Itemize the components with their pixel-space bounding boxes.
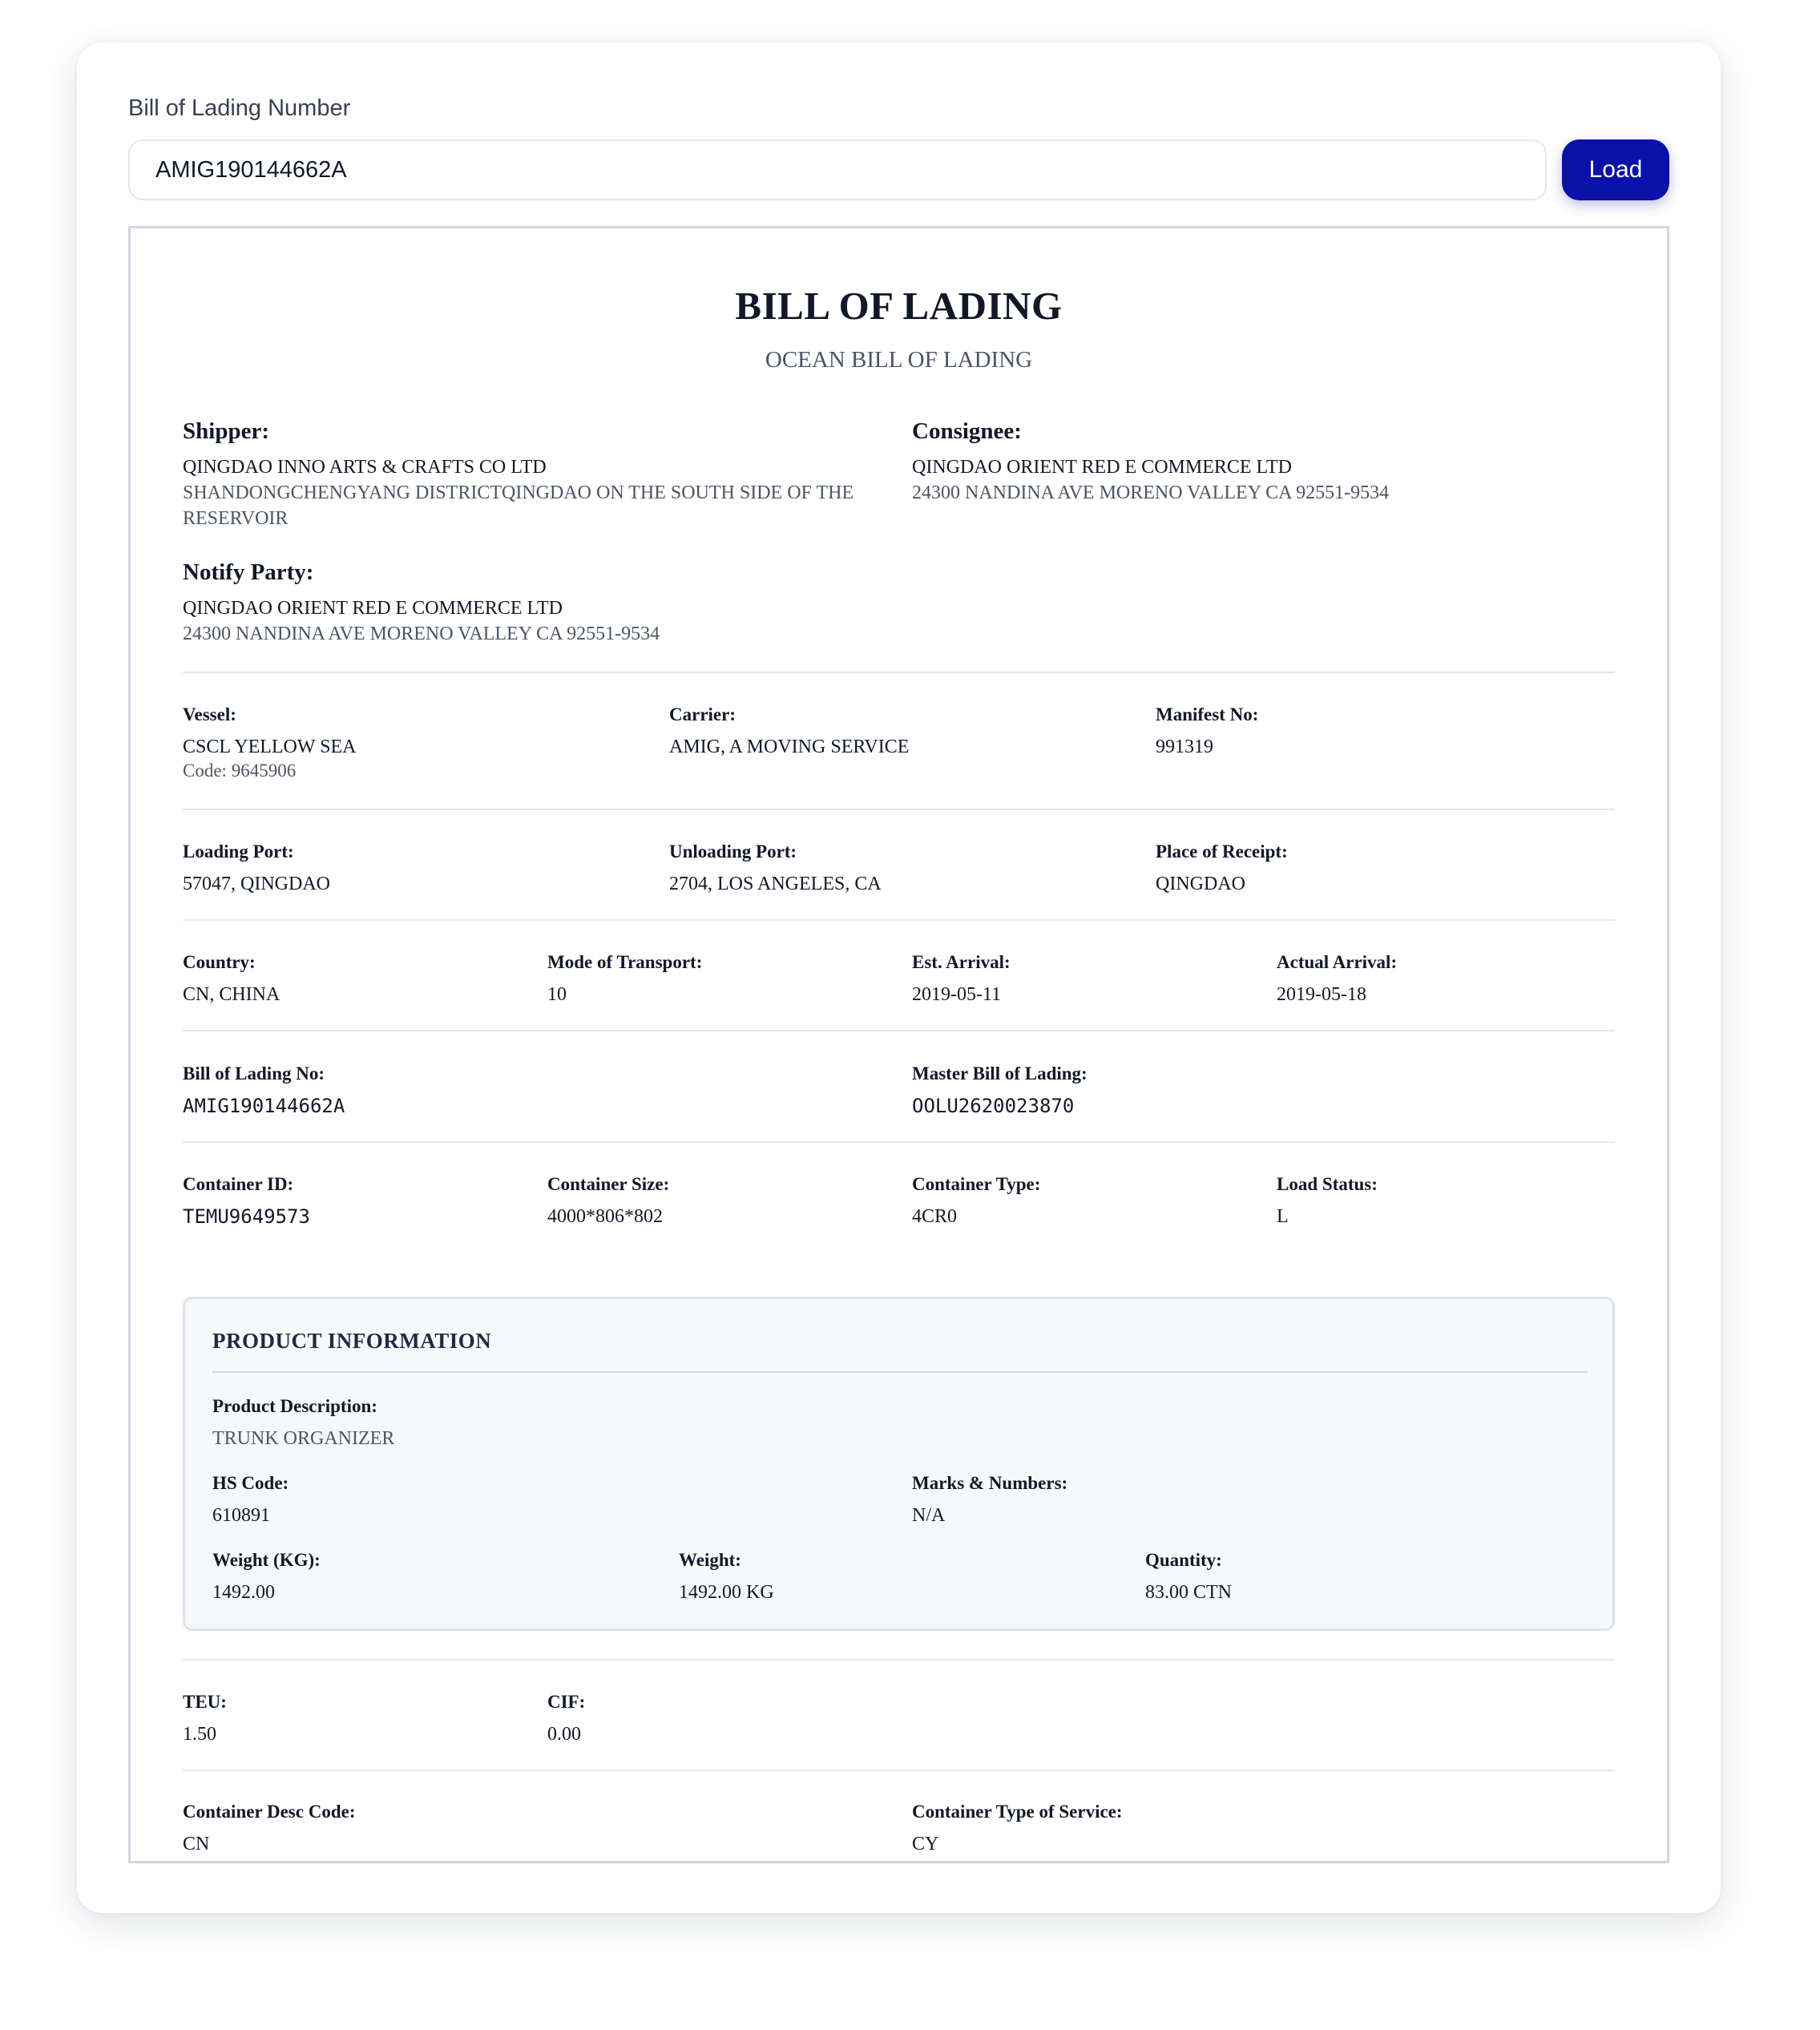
est-arrival-value: 2019-05-11 [912, 984, 1002, 1005]
bill-of-lading-document [128, 226, 1669, 1863]
weight-kg-value: 1492.00 [212, 1582, 275, 1603]
shipper-block [183, 418, 888, 531]
vessel-label: Vessel: [183, 704, 236, 724]
unloading-port-value: 2704, LOS ANGELES, CA [669, 874, 882, 894]
container-size-value: 4000*806*802 [547, 1206, 663, 1227]
master-bol-field [912, 1063, 1088, 1118]
divider [183, 1659, 1615, 1661]
shipper-heading: Shipper: [183, 418, 269, 444]
product-description-field [212, 1396, 394, 1451]
est-arrival-label: Est. Arrival: [912, 952, 1011, 972]
teu-field [183, 1692, 227, 1746]
hs-code-value: 610891 [212, 1505, 270, 1526]
consignee-address: 24300 NANDINA AVE MORENO VALLEY CA 92551-9534 [912, 482, 1390, 503]
document-subtitle: OCEAN BILL OF LADING [765, 347, 1033, 373]
document-title: BILL OF LADING [735, 284, 1063, 328]
vessel-field [183, 704, 356, 783]
carrier-value: AMIG, A MOVING SERVICE [669, 737, 910, 757]
notify-party-address: 24300 NANDINA AVE MORENO VALLEY CA 92551-9534 [183, 624, 660, 644]
country-label: Country: [183, 952, 256, 972]
divider [183, 809, 1615, 810]
notify-party-name: QINGDAO ORIENT RED E COMMERCE LTD [183, 598, 563, 619]
consignee-name: QINGDAO ORIENT RED E COMMERCE LTD [912, 457, 1292, 478]
consignee-heading: Consignee: [912, 418, 1022, 444]
hs-code-label: HS Code: [212, 1473, 289, 1493]
divider [183, 919, 1615, 921]
divider [183, 1770, 1615, 1771]
manifest-field [1156, 704, 1258, 759]
country-value: CN, CHINA [183, 984, 280, 1005]
place-of-receipt-label: Place of Receipt: [1156, 841, 1288, 862]
container-type-label: Container Type: [912, 1174, 1041, 1194]
notify-party-heading: Notify Party: [183, 559, 314, 585]
master-bol-label: Master Bill of Lading: [912, 1063, 1088, 1084]
actual-arrival-field [1277, 952, 1397, 1007]
marks-numbers-value: N/A [912, 1505, 946, 1526]
container-type-field [912, 1174, 1040, 1229]
container-type-value: 4CR0 [912, 1206, 958, 1227]
bol-search-row [128, 139, 1669, 200]
weight-value: 1492.00 KG [679, 1582, 774, 1603]
teu-label: TEU: [183, 1692, 227, 1712]
container-size-label: Container Size: [547, 1174, 670, 1194]
vessel-code: Code: 9645906 [183, 761, 297, 781]
product-description-value: TRUNK ORGANIZER [212, 1428, 395, 1449]
bol-number-label: Bill of Lading Number [128, 95, 351, 121]
place-of-receipt-field [1156, 841, 1288, 896]
loading-port-label: Loading Port: [183, 841, 294, 862]
loading-port-field [183, 841, 330, 896]
manifest-label: Manifest No: [1156, 704, 1259, 724]
cif-label: CIF: [547, 1692, 586, 1712]
quantity-value: 83.00 CTN [1145, 1582, 1232, 1603]
weight-kg-label: Weight (KG): [212, 1550, 321, 1570]
divider [183, 1141, 1615, 1143]
teu-value: 1.50 [183, 1724, 216, 1745]
product-information-title: PRODUCT INFORMATION [212, 1329, 492, 1353]
container-type-of-service-value: CY [912, 1834, 939, 1854]
container-desc-code-label: Container Desc Code: [183, 1802, 356, 1822]
carrier-label: Carrier: [669, 704, 736, 724]
bol-no-value: AMIG190144662A [183, 1095, 345, 1117]
place-of-receipt-value: QINGDAO [1156, 874, 1245, 894]
divider [183, 672, 1615, 673]
load-status-label: Load Status: [1277, 1174, 1378, 1194]
product-divider [212, 1371, 1588, 1373]
container-id-field [183, 1174, 310, 1229]
bol-no-field [183, 1063, 345, 1118]
container-size-field [547, 1174, 669, 1229]
product-description-label: Product Description: [212, 1396, 377, 1416]
quantity-field [1145, 1550, 1232, 1604]
bill-of-lading-card [77, 42, 1721, 1913]
hs-code-field [212, 1473, 289, 1528]
country-field [183, 952, 280, 1007]
container-id-value: TEMU9649573 [183, 1205, 310, 1228]
loading-port-value: 57047, QINGDAO [183, 874, 330, 894]
container-type-of-service-label: Container Type of Service: [912, 1802, 1123, 1822]
divider [183, 1030, 1615, 1031]
shipper-address: SHANDONGCHENGYANG DISTRICTQINGDAO ON THE SOUTH SIDE OF THE RESERVOIR [183, 482, 854, 529]
consignee-block [912, 418, 1617, 506]
unloading-port-label: Unloading Port: [669, 841, 797, 862]
weight-kg-field [212, 1550, 321, 1604]
load-button[interactable]: Load [1562, 139, 1669, 200]
carrier-field [669, 704, 909, 759]
marks-numbers-field [912, 1473, 1067, 1528]
weight-field [679, 1550, 774, 1604]
est-arrival-field [912, 952, 1011, 1007]
load-status-value: L [1277, 1206, 1289, 1227]
weight-label: Weight: [679, 1550, 741, 1570]
mode-of-transport-label: Mode of Transport: [547, 952, 703, 972]
container-desc-code-value: CN [183, 1834, 210, 1854]
mode-of-transport-field [547, 952, 702, 1007]
quantity-label: Quantity: [1145, 1550, 1222, 1570]
notify-party-block [183, 559, 888, 647]
mode-of-transport-value: 10 [547, 984, 567, 1005]
container-type-of-service-field [912, 1802, 1123, 1856]
marks-numbers-label: Marks & Numbers: [912, 1473, 1068, 1493]
cif-field [547, 1692, 585, 1746]
manifest-value: 991319 [1156, 737, 1213, 757]
shipper-name: QINGDAO INNO ARTS & CRAFTS CO LTD [183, 457, 547, 478]
actual-arrival-label: Actual Arrival: [1277, 952, 1398, 972]
bol-number-input[interactable] [128, 139, 1547, 200]
bol-no-label: Bill of Lading No: [183, 1063, 325, 1084]
container-id-label: Container ID: [183, 1174, 294, 1194]
vessel-value: CSCL YELLOW SEA [183, 737, 357, 757]
container-desc-code-field [183, 1802, 356, 1856]
product-information-panel [183, 1297, 1615, 1631]
cif-value: 0.00 [547, 1724, 581, 1745]
load-status-field [1277, 1174, 1378, 1229]
actual-arrival-value: 2019-05-18 [1277, 984, 1366, 1005]
master-bol-value: OOLU2620023870 [912, 1095, 1075, 1117]
unloading-port-field [669, 841, 882, 896]
